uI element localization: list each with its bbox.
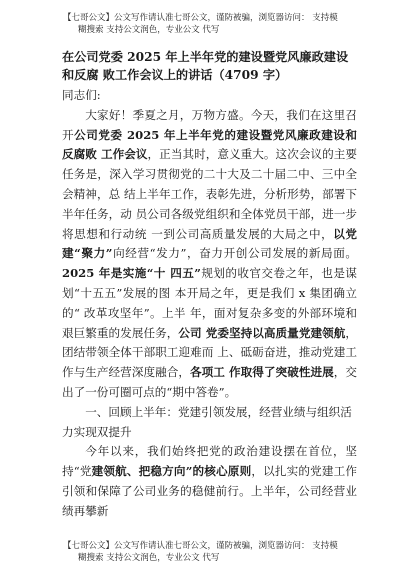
paragraph-opening (62, 106, 357, 403)
text-run: 今年以来，我们始终把党的政治建设摆在首位，坚持“党 (62, 444, 357, 479)
text-run: ，团结带领全体干部职工迎难而 上、砥砺奋进，推动党建工作与生产经营深度融合， (62, 325, 357, 380)
bold-run: 各项工 作取得了突破性进展 (190, 365, 334, 380)
watermark-footer (0, 540, 410, 564)
footer-line-2: 糊搜索 支持公文润色，专业公文 代写 (78, 553, 220, 563)
watermark-header (0, 12, 410, 36)
document-title: 在公司党委 2025 年上半年党的建设暨党风廉政建设和反腐 败工作会议上的讲话（4709 字） (62, 50, 349, 82)
section-heading-1: 一、回顾上半年：党建引领发展，经营业绩与组织活力实现双提升 (62, 404, 352, 439)
bold-run: 以党建“聚力” (62, 226, 357, 261)
text-run: 规划的收官交卷之年，也是谋划“十五五”发展的图 本开局之年，更是我们 x 集团确立的“ 改革攻坚年”。上半 年，面对复杂多变的外部环境和艰巨繁重的发展任务， (62, 266, 357, 340)
bold-run: 2025 年是实施“十 四五” (62, 266, 201, 281)
document-body (62, 48, 357, 522)
bold-run: 公司 党委坚持以高质量党建领航 (178, 325, 346, 340)
bold-run: 公司党委 2025 年上半年党的建设暨党风廉政建设和反腐败 工作会议 (62, 127, 357, 162)
text-run: 向经营“发力”，奋力开创公司发展的新局面。 (112, 246, 357, 261)
text-run: ，以扎实的党建工作引领和保障了公司业务的稳健前行。上半年，公司经营业绩再攀新 (62, 464, 357, 518)
header-line-2: 糊搜索 支持公文润色，专业公文 代写 (78, 25, 220, 35)
footer-line-1: 【七哥公文】公文写作请认准七哥公文，谨防被骗，浏览器访问： 支持模 (63, 541, 338, 551)
greeting: 同志们: (62, 88, 101, 102)
text-run: ，正当其时，意义重大。这次会议的主要任务是，深入学习贯彻党的二十大及二十届二中、三中全会精神，总 结上半年工作，表彰先进，分析形势，部署下半年任务，动 员公司各级党组织和全体党员干部，进一步将思想和行动统 一到公司高质量发展的大局之中， (62, 147, 357, 241)
bold-run: 建领航、把稳方向”的核心原则 (91, 464, 252, 479)
header-line-1: 【七哥公文】公文写作请认准七哥公文，谨防被骗，浏览器访问： 支持模 (63, 13, 338, 23)
paragraph-review (62, 442, 357, 521)
text-run: ，交出了一份可圈可点的“期中答卷”。 (62, 365, 357, 399)
text-run: 大家好！季夏之月，万物方盛。今天，我们在这里召开 (62, 107, 357, 142)
